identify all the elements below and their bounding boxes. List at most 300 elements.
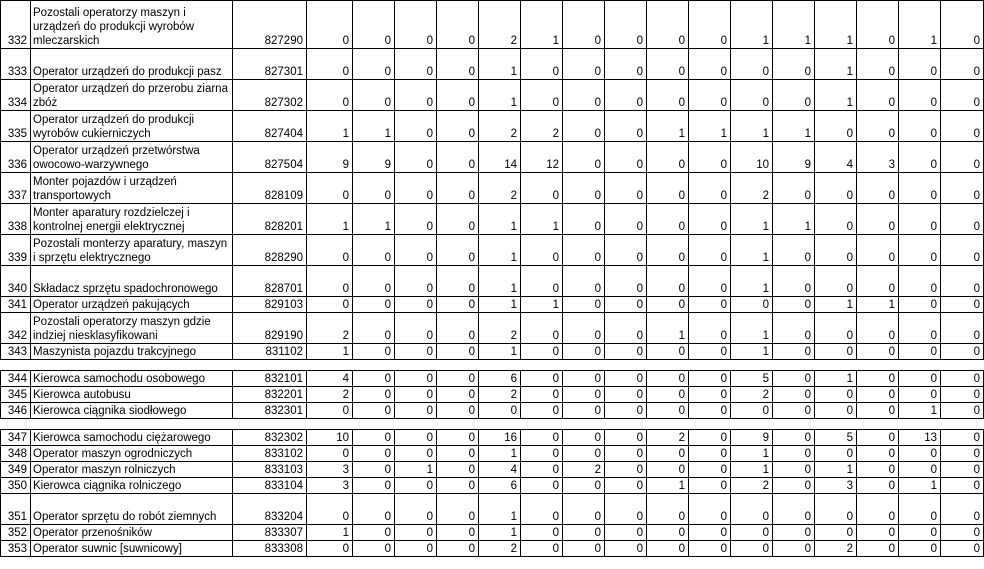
value-cell: 0	[647, 1, 689, 49]
value-cell: 0	[689, 541, 731, 557]
value-cell: 0	[395, 173, 437, 204]
value-cell: 0	[857, 1, 899, 49]
value-cell: 0	[521, 80, 563, 111]
occupation-code: 832302	[233, 430, 307, 446]
value-cell: 1	[307, 204, 353, 235]
occupation-code: 832101	[233, 371, 307, 387]
value-cell: 0	[857, 266, 899, 297]
value-cell: 2	[731, 173, 773, 204]
value-cell: 0	[605, 494, 647, 525]
row-number: 338	[1, 204, 31, 235]
occupation-code: 833104	[233, 478, 307, 494]
value-cell: 0	[605, 313, 647, 344]
value-cell: 0	[521, 266, 563, 297]
value-cell: 12	[521, 142, 563, 173]
value-cell: 0	[353, 1, 395, 49]
value-cell: 0	[899, 173, 941, 204]
value-cell: 0	[773, 430, 815, 446]
value-cell: 10	[307, 430, 353, 446]
value-cell: 2	[479, 111, 521, 142]
value-cell: 0	[941, 297, 984, 313]
occupation-name: Kierowca autobusu	[31, 387, 233, 403]
value-cell: 0	[857, 344, 899, 360]
value-cell: 0	[521, 173, 563, 204]
value-cell: 0	[773, 297, 815, 313]
value-cell: 0	[307, 541, 353, 557]
value-cell: 0	[689, 49, 731, 80]
value-cell: 5	[731, 371, 773, 387]
value-cell: 0	[521, 403, 563, 419]
occupation-name: Kierowca samochodu ciężarowego	[31, 430, 233, 446]
value-cell: 0	[353, 525, 395, 541]
table-row	[1, 446, 984, 462]
value-cell: 1	[521, 1, 563, 49]
value-cell: 0	[647, 541, 689, 557]
value-cell: 0	[941, 371, 984, 387]
value-cell: 0	[941, 142, 984, 173]
value-cell: 1	[479, 525, 521, 541]
occupation-name: Monter aparatury rozdzielczej i kontrolnej energii elektrycznej	[31, 204, 233, 235]
value-cell: 0	[857, 541, 899, 557]
value-cell: 0	[353, 446, 395, 462]
value-cell: 0	[307, 266, 353, 297]
value-cell: 0	[731, 49, 773, 80]
row-number: 333	[1, 49, 31, 80]
occupation-name: Operator urządzeń do produkcji wyrobów cukierniczych	[31, 111, 233, 142]
value-cell: 2	[307, 387, 353, 403]
occupation-code: 827504	[233, 142, 307, 173]
value-cell: 0	[521, 525, 563, 541]
value-cell: 0	[689, 430, 731, 446]
occupation-name: Operator urządzeń pakujących	[31, 297, 233, 313]
occupation-code: 833102	[233, 446, 307, 462]
value-cell: 0	[773, 80, 815, 111]
occupation-code: 829190	[233, 313, 307, 344]
value-cell: 0	[605, 49, 647, 80]
value-cell: 0	[563, 49, 605, 80]
row-number: 339	[1, 235, 31, 266]
value-cell: 0	[899, 80, 941, 111]
value-cell: 1	[815, 371, 857, 387]
value-cell: 1	[899, 403, 941, 419]
value-cell: 0	[773, 462, 815, 478]
value-cell: 0	[731, 541, 773, 557]
table-row	[1, 541, 984, 557]
value-cell: 0	[395, 266, 437, 297]
value-cell: 0	[941, 80, 984, 111]
value-cell: 0	[605, 541, 647, 557]
value-cell: 0	[941, 173, 984, 204]
value-cell: 0	[563, 266, 605, 297]
value-cell: 0	[941, 525, 984, 541]
value-cell: 0	[437, 371, 479, 387]
value-cell: 2	[521, 111, 563, 142]
occupation-code: 832201	[233, 387, 307, 403]
value-cell: 0	[689, 297, 731, 313]
value-cell: 1	[479, 266, 521, 297]
value-cell: 0	[941, 446, 984, 462]
value-cell: 1	[731, 1, 773, 49]
value-cell: 0	[857, 446, 899, 462]
value-cell: 4	[479, 462, 521, 478]
value-cell: 0	[815, 525, 857, 541]
value-cell: 0	[773, 403, 815, 419]
value-cell: 0	[857, 80, 899, 111]
value-cell: 10	[731, 142, 773, 173]
occupation-code: 828290	[233, 235, 307, 266]
table-row	[1, 235, 984, 266]
table-row	[1, 371, 984, 387]
value-cell: 0	[437, 173, 479, 204]
value-cell: 1	[731, 462, 773, 478]
value-cell: 0	[479, 403, 521, 419]
value-cell: 0	[307, 494, 353, 525]
value-cell: 6	[479, 478, 521, 494]
value-cell: 0	[773, 494, 815, 525]
value-cell: 14	[479, 142, 521, 173]
occupation-name: Pozostali operatorzy maszyn gdzie indziej niesklasyfikowani	[31, 313, 233, 344]
value-cell: 0	[437, 142, 479, 173]
value-cell: 0	[563, 1, 605, 49]
value-cell: 0	[857, 313, 899, 344]
value-cell: 0	[395, 371, 437, 387]
value-cell: 0	[437, 525, 479, 541]
row-number: 345	[1, 387, 31, 403]
value-cell: 0	[563, 80, 605, 111]
value-cell: 0	[437, 403, 479, 419]
value-cell: 1	[353, 204, 395, 235]
value-cell: 0	[815, 173, 857, 204]
occupation-code: 833204	[233, 494, 307, 525]
value-cell: 0	[773, 446, 815, 462]
value-cell: 2	[479, 173, 521, 204]
value-cell: 1	[899, 478, 941, 494]
value-cell: 0	[689, 446, 731, 462]
value-cell: 1	[307, 111, 353, 142]
value-cell: 0	[815, 344, 857, 360]
value-cell: 0	[941, 204, 984, 235]
value-cell: 0	[773, 387, 815, 403]
occupation-code: 833307	[233, 525, 307, 541]
value-cell: 0	[941, 387, 984, 403]
value-cell: 0	[395, 494, 437, 525]
value-cell: 0	[307, 403, 353, 419]
value-cell: 0	[941, 403, 984, 419]
occupation-name: Pozostali monterzy aparatury, maszyn i sprzętu elektrycznego	[31, 235, 233, 266]
occupation-code: 828701	[233, 266, 307, 297]
value-cell: 1	[647, 478, 689, 494]
value-cell: 0	[815, 235, 857, 266]
value-cell: 2	[479, 313, 521, 344]
value-cell: 1	[731, 235, 773, 266]
value-cell: 0	[857, 494, 899, 525]
value-cell: 0	[563, 371, 605, 387]
value-cell: 0	[353, 462, 395, 478]
row-number: 335	[1, 111, 31, 142]
occupation-name: Kierowca ciągnika siodłowego	[31, 403, 233, 419]
value-cell: 1	[731, 446, 773, 462]
value-cell: 0	[815, 111, 857, 142]
value-cell: 0	[689, 1, 731, 49]
value-cell: 0	[605, 525, 647, 541]
value-cell: 0	[353, 49, 395, 80]
value-cell: 1	[353, 111, 395, 142]
value-cell: 0	[605, 297, 647, 313]
value-cell: 0	[647, 344, 689, 360]
table-row	[1, 525, 984, 541]
value-cell: 0	[899, 204, 941, 235]
value-cell: 0	[773, 313, 815, 344]
value-cell: 0	[815, 313, 857, 344]
spacer-row	[1, 419, 984, 430]
value-cell: 0	[731, 494, 773, 525]
value-cell: 0	[647, 204, 689, 235]
table-row	[1, 387, 984, 403]
value-cell: 0	[899, 462, 941, 478]
value-cell: 9	[773, 142, 815, 173]
value-cell: 0	[899, 266, 941, 297]
value-cell: 0	[437, 344, 479, 360]
value-cell: 1	[521, 204, 563, 235]
value-cell: 0	[437, 204, 479, 235]
value-cell: 2	[731, 478, 773, 494]
value-cell: 0	[689, 344, 731, 360]
row-number: 341	[1, 297, 31, 313]
value-cell: 0	[815, 494, 857, 525]
row-number: 350	[1, 478, 31, 494]
value-cell: 0	[353, 235, 395, 266]
value-cell: 0	[857, 204, 899, 235]
value-cell: 0	[563, 204, 605, 235]
value-cell: 0	[395, 446, 437, 462]
value-cell: 0	[521, 430, 563, 446]
value-cell: 0	[605, 111, 647, 142]
value-cell: 0	[521, 541, 563, 557]
value-cell: 1	[479, 494, 521, 525]
value-cell: 0	[395, 235, 437, 266]
value-cell: 0	[857, 403, 899, 419]
occupation-name: Operator suwnic [suwnicowy]	[31, 541, 233, 557]
value-cell: 0	[899, 297, 941, 313]
occupation-name: Maszynista pojazdu trakcyjnego	[31, 344, 233, 360]
value-cell: 0	[605, 266, 647, 297]
value-cell: 2	[731, 387, 773, 403]
value-cell: 0	[307, 297, 353, 313]
value-cell: 0	[941, 235, 984, 266]
occupation-code: 831102	[233, 344, 307, 360]
value-cell: 0	[857, 478, 899, 494]
value-cell: 0	[395, 142, 437, 173]
occupation-code: 832301	[233, 403, 307, 419]
value-cell: 0	[605, 430, 647, 446]
value-cell: 1	[479, 49, 521, 80]
value-cell: 0	[563, 235, 605, 266]
value-cell: 0	[731, 80, 773, 111]
value-cell: 1	[815, 462, 857, 478]
occupation-name: Składacz sprzętu spadochronowego	[31, 266, 233, 297]
value-cell: 0	[773, 49, 815, 80]
value-cell: 0	[605, 446, 647, 462]
value-cell: 0	[307, 235, 353, 266]
value-cell: 1	[689, 111, 731, 142]
value-cell: 0	[437, 80, 479, 111]
value-cell: 0	[857, 371, 899, 387]
value-cell: 0	[437, 235, 479, 266]
row-number: 336	[1, 142, 31, 173]
value-cell: 0	[395, 541, 437, 557]
value-cell: 0	[689, 525, 731, 541]
value-cell: 1	[307, 525, 353, 541]
value-cell: 0	[353, 403, 395, 419]
value-cell: 0	[941, 49, 984, 80]
value-cell: 0	[689, 313, 731, 344]
value-cell: 1	[479, 297, 521, 313]
value-cell: 0	[689, 403, 731, 419]
occupation-name: Kierowca samochodu osobowego	[31, 371, 233, 387]
value-cell: 0	[395, 525, 437, 541]
value-cell: 0	[353, 297, 395, 313]
value-cell: 0	[353, 387, 395, 403]
table-row	[1, 142, 984, 173]
occupation-name: Kierowca ciągnika rolniczego	[31, 478, 233, 494]
value-cell: 0	[941, 344, 984, 360]
value-cell: 0	[563, 430, 605, 446]
value-cell: 2	[307, 313, 353, 344]
value-cell: 0	[563, 478, 605, 494]
value-cell: 0	[353, 371, 395, 387]
value-cell: 0	[563, 344, 605, 360]
value-cell: 4	[815, 142, 857, 173]
table-row	[1, 49, 984, 80]
table-row	[1, 173, 984, 204]
occupation-name: Operator maszyn rolniczych	[31, 462, 233, 478]
value-cell: 1	[479, 344, 521, 360]
value-cell: 1	[731, 111, 773, 142]
value-cell: 0	[899, 313, 941, 344]
row-number: 344	[1, 371, 31, 387]
value-cell: 0	[941, 541, 984, 557]
value-cell: 16	[479, 430, 521, 446]
value-cell: 1	[395, 462, 437, 478]
value-cell: 0	[437, 313, 479, 344]
value-cell: 0	[437, 1, 479, 49]
value-cell: 0	[857, 111, 899, 142]
value-cell: 0	[815, 266, 857, 297]
value-cell: 0	[563, 541, 605, 557]
value-cell: 0	[395, 430, 437, 446]
value-cell: 0	[521, 49, 563, 80]
value-cell: 0	[563, 446, 605, 462]
value-cell: 3	[815, 478, 857, 494]
row-number: 334	[1, 80, 31, 111]
value-cell: 0	[815, 446, 857, 462]
value-cell: 0	[563, 142, 605, 173]
row-number: 349	[1, 462, 31, 478]
row-number: 348	[1, 446, 31, 462]
value-cell: 2	[647, 430, 689, 446]
value-cell: 0	[563, 494, 605, 525]
value-cell: 0	[521, 387, 563, 403]
value-cell: 0	[689, 387, 731, 403]
value-cell: 0	[437, 478, 479, 494]
occupation-code: 827302	[233, 80, 307, 111]
value-cell: 0	[857, 235, 899, 266]
value-cell: 9	[731, 430, 773, 446]
value-cell: 0	[689, 173, 731, 204]
value-cell: 0	[647, 371, 689, 387]
table-row	[1, 204, 984, 235]
value-cell: 0	[437, 430, 479, 446]
value-cell: 0	[605, 403, 647, 419]
table-row	[1, 344, 984, 360]
value-cell: 0	[563, 173, 605, 204]
value-cell: 0	[437, 111, 479, 142]
value-cell: 0	[689, 266, 731, 297]
value-cell: 0	[941, 1, 984, 49]
table-row	[1, 266, 984, 297]
value-cell: 0	[899, 525, 941, 541]
value-cell: 9	[353, 142, 395, 173]
value-cell: 0	[647, 80, 689, 111]
value-cell: 0	[647, 494, 689, 525]
value-cell: 1	[773, 1, 815, 49]
value-cell: 0	[563, 297, 605, 313]
value-cell: 0	[353, 313, 395, 344]
value-cell: 1	[479, 80, 521, 111]
value-cell: 0	[941, 111, 984, 142]
table-row	[1, 430, 984, 446]
value-cell: 1	[647, 313, 689, 344]
value-cell: 0	[647, 462, 689, 478]
value-cell: 3	[857, 142, 899, 173]
value-cell: 0	[773, 371, 815, 387]
occupation-code: 828201	[233, 204, 307, 235]
occupation-name: Operator urządzeń do przerobu ziarna zbóż	[31, 80, 233, 111]
value-cell: 5	[815, 430, 857, 446]
value-cell: 0	[941, 313, 984, 344]
value-cell: 0	[521, 235, 563, 266]
table-body	[1, 1, 984, 557]
value-cell: 0	[395, 313, 437, 344]
value-cell: 1	[479, 235, 521, 266]
value-cell: 0	[521, 313, 563, 344]
value-cell: 0	[395, 478, 437, 494]
value-cell: 0	[521, 446, 563, 462]
value-cell: 1	[773, 111, 815, 142]
value-cell: 0	[773, 541, 815, 557]
value-cell: 0	[605, 344, 647, 360]
occupation-code: 827301	[233, 49, 307, 80]
value-cell: 0	[307, 49, 353, 80]
row-number: 352	[1, 525, 31, 541]
value-cell: 0	[899, 371, 941, 387]
value-cell: 0	[353, 541, 395, 557]
value-cell: 1	[479, 204, 521, 235]
occupation-name: Monter pojazdów i urządzeń transportowych	[31, 173, 233, 204]
value-cell: 3	[307, 462, 353, 478]
value-cell: 0	[395, 344, 437, 360]
value-cell: 0	[689, 371, 731, 387]
value-cell: 0	[521, 344, 563, 360]
occupation-code: 833103	[233, 462, 307, 478]
row-number: 337	[1, 173, 31, 204]
value-cell: 0	[941, 430, 984, 446]
value-cell: 0	[689, 462, 731, 478]
value-cell: 0	[647, 49, 689, 80]
value-cell: 0	[605, 462, 647, 478]
row-number: 353	[1, 541, 31, 557]
value-cell: 1	[857, 297, 899, 313]
